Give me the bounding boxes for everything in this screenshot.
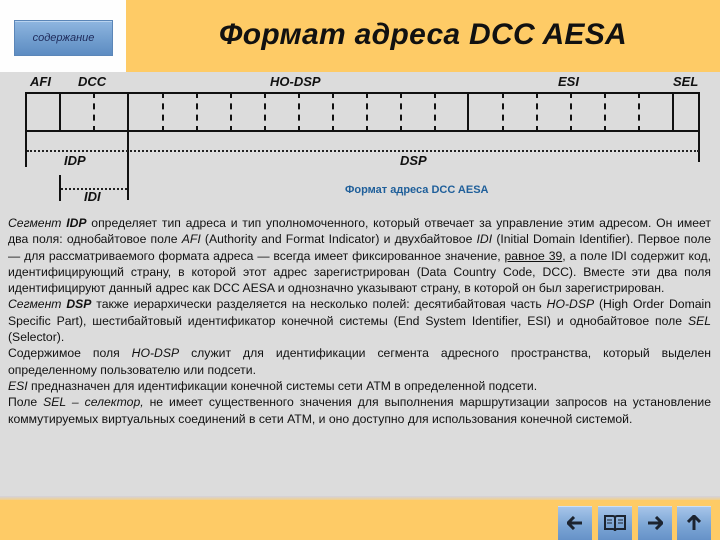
divider-byte — [196, 92, 198, 132]
divider-byte — [264, 92, 266, 132]
diagram-caption: Формат адреса DCC AESA — [345, 184, 489, 196]
paragraph-ho-dsp — [8, 345, 711, 378]
divider-byte — [400, 92, 402, 132]
label-esi: ESI — [558, 74, 579, 89]
divider-byte — [162, 92, 164, 132]
term: Сегмент — [8, 216, 62, 230]
divider-byte — [604, 92, 606, 132]
term: Сегмент — [8, 297, 62, 312]
arrow-right-icon — [647, 516, 663, 530]
idp-dsp-span-line — [27, 150, 699, 152]
forward-button[interactable] — [638, 506, 672, 540]
label-ho-dsp: HO-DSP — [270, 74, 321, 89]
divider-byte — [332, 92, 334, 132]
term-dsp: DSP — [66, 297, 92, 312]
label-sel: SEL — [673, 74, 699, 89]
header-bar — [0, 0, 720, 72]
page-title: Формат адреса DCC AESA — [218, 18, 628, 51]
text: Содержимое поля — [8, 346, 132, 361]
text: (High Order Domain Specific Part), шестибайтовый идентификатор конечной системы (End System Identifier, ESI) и однобайтовое поле — [8, 297, 711, 328]
text: также иерархически разделяется на несколько полей: десятибайтовая часть — [91, 297, 547, 312]
term-afi: AFI — [181, 232, 201, 247]
text: не имеет существенного значения для выполнения маршрутизации запросов на установление коммутируемых виртуальных соединений в сети ATM, и оно доступно для использования конечной системой. — [8, 395, 711, 426]
divider-dcc-byte — [93, 92, 95, 132]
divider-esi-sel — [672, 92, 674, 132]
term-sel: SEL – селектор, — [43, 395, 144, 410]
divider-byte — [536, 92, 538, 132]
idp-dsp-bracket — [127, 130, 129, 200]
text: , а поле IDI содержит код, идентифицирующий страну, в которой этот адрес зарегистрирован (Data Country Code, DCC). Вместе эти два поля идентифицируют данный адрес как DCC AESA и однозначно указывают страну, в которой он был зарегистрирован. — [8, 248, 711, 296]
divider-idp-dsp — [127, 92, 129, 132]
divider-byte — [230, 92, 232, 132]
label-dsp: DSP — [400, 153, 427, 168]
text: (Initial Domain Identifier). Первое поле — для рассматриваемого формата адреса — всегда имеет фиксированное значение, — [8, 232, 711, 263]
up-button[interactable] — [677, 506, 711, 540]
body-text — [8, 215, 711, 427]
text: предназначен для идентификации конечной системы сети ATM в определенной подсети. — [27, 378, 538, 393]
header-logo-area — [0, 0, 126, 72]
text: Поле — [8, 395, 44, 410]
term-esi: ESI — [8, 378, 28, 393]
paragraph-dsp — [8, 296, 711, 345]
divider-byte — [638, 92, 640, 132]
paragraph-esi — [8, 378, 711, 394]
label-idi: IDI — [84, 189, 101, 204]
divider-hodsp-esi — [467, 92, 469, 132]
text: (Selector). — [8, 330, 65, 345]
divider-byte — [298, 92, 300, 132]
divider-byte — [434, 92, 436, 132]
term-sel: SEL — [687, 313, 711, 328]
back-button[interactable] — [558, 506, 592, 540]
arrow-left-icon — [567, 516, 583, 530]
label-afi: AFI — [30, 74, 51, 89]
contents-button[interactable]: содержание — [14, 20, 113, 56]
divider-byte — [502, 92, 504, 132]
idp-bracket-left — [25, 130, 27, 167]
label-idp: IDP — [64, 153, 86, 168]
term-idp: IDP — [66, 216, 87, 230]
slide-content — [0, 72, 720, 500]
term-idi: IDI — [476, 232, 493, 247]
text: определяет тип адреса и тип уполномоченного, который отвечает за управление этим адресом. Он имеет два поля: однобайтовое поле — [8, 216, 712, 247]
dsp-bracket-right — [698, 130, 700, 162]
term-ho-dsp: HO-DSP — [131, 346, 180, 361]
paragraph-idp — [8, 215, 711, 296]
text: (Authority and Format Indicator) и двухбайтовое — [200, 232, 477, 247]
divider-afi-dcc — [59, 92, 61, 132]
term-ho-dsp: HO-DSP — [546, 297, 595, 312]
book-icon — [604, 514, 626, 532]
paragraph-sel — [8, 394, 711, 427]
label-dcc: DCC — [78, 74, 107, 89]
divider-byte — [570, 92, 572, 132]
contents-book-button[interactable] — [598, 506, 632, 540]
arrow-up-icon — [687, 515, 701, 531]
text: служит для идентификации сегмента адресного пространства, который выделен определенному пользователю или подсети. — [8, 346, 711, 377]
value-39: равное 39 — [504, 248, 563, 263]
divider-byte — [366, 92, 368, 132]
